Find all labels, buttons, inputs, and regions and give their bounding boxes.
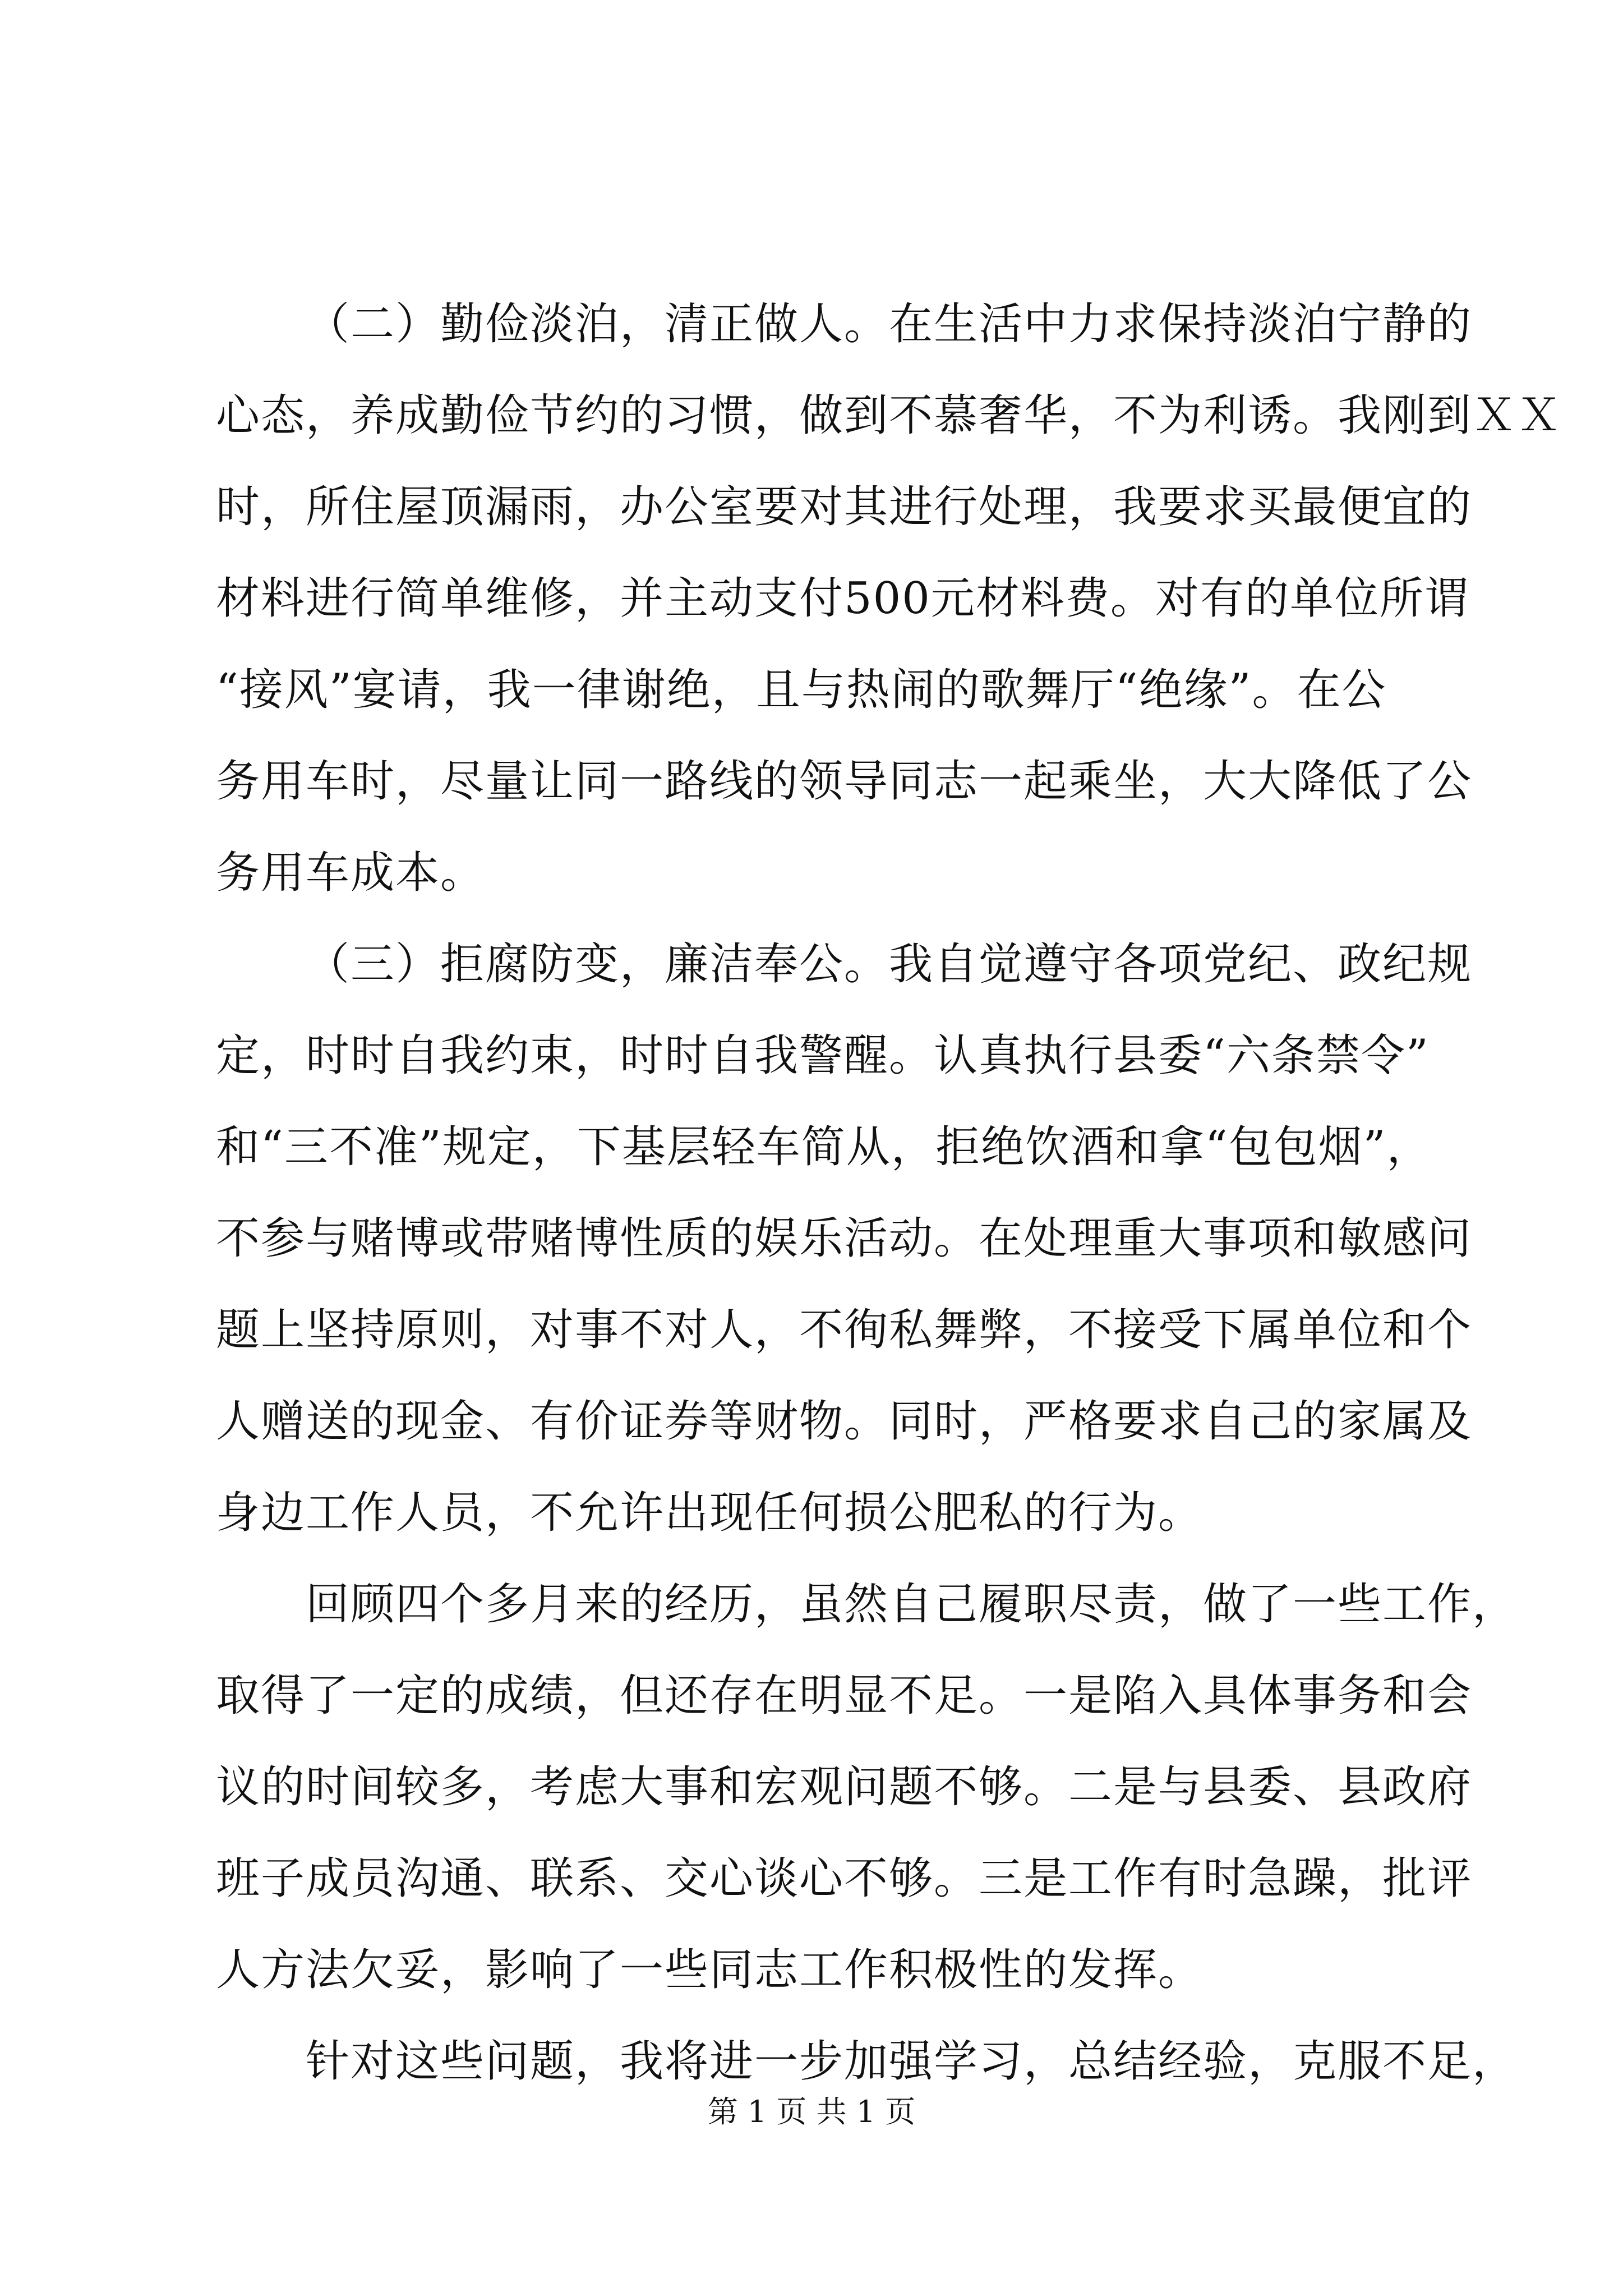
text-line: 人方法欠妥，影响了一些同志工作积极性的发挥。: [216, 1945, 1204, 1995]
text-line: 不参与赌博或带赌博性质的娱乐活动。在处理重大事项和敏感问: [216, 1213, 1473, 1264]
text-line: 定，时时自我约束，时时自我警醒。认真执行县委“六条禁令”: [216, 1030, 1430, 1081]
text-line: 和“三不准”规定，下基层轻车简从，拒绝饮酒和拿“包包烟”，: [216, 1122, 1432, 1172]
text-line: “接风”宴请，我一律谢绝，且与热闹的歌舞厅“绝缘”。在公: [216, 665, 1387, 715]
text-line: 时，所住屋顶漏雨，办公室要对其进行处理，我要求买最便宜的: [216, 482, 1473, 532]
text-line: 心态，养成勤俭节约的习惯，做到不慕奢华，不为利诱。我刚到ＸＸ: [216, 390, 1562, 441]
text-line: 人赠送的现金、有价证券等财物。同时，严格要求自己的家属及: [216, 1396, 1473, 1447]
text-line: 身边工作人员，不允许出现任何损公肥私的行为。: [216, 1488, 1204, 1538]
text-line: 针对这些问题，我将进一步加强学习，总结经验，克服不足，: [306, 2036, 1518, 2087]
page-footer: 第 1 页 共 1 页: [707, 2094, 916, 2129]
text-line: 材料进行简单维修，并主动支付500元材料费。对有的单位所谓: [216, 573, 1469, 624]
text-line: 回顾四个多月来的经历，虽然自己履职尽责，做了一些工作，: [306, 1579, 1518, 1630]
text-line: （二）勤俭淡泊，清正做人。在生活中力求保持淡泊宁静的: [306, 299, 1473, 349]
text-line: 务用车成本。: [216, 848, 486, 898]
text-line: 务用车时，尽量让同一路线的领导同志一起乘坐，大大降低了公: [216, 756, 1473, 807]
text-line: （三）拒腐防变，廉洁奉公。我自觉遵守各项党纪、政纪规: [306, 939, 1473, 990]
text-line: 取得了一定的成绩，但还存在明显不足。一是陷入具体事务和会: [216, 1671, 1473, 1721]
text-line: 题上坚持原则，对事不对人，不徇私舞弊，不接受下属单位和个: [216, 1305, 1473, 1355]
text-line: 班子成员沟通、联系、交心谈心不够。三是工作有时急躁，批评: [216, 1853, 1473, 1904]
text-line: 议的时间较多，考虑大事和宏观问题不够。二是与县委、县政府: [216, 1762, 1473, 1812]
